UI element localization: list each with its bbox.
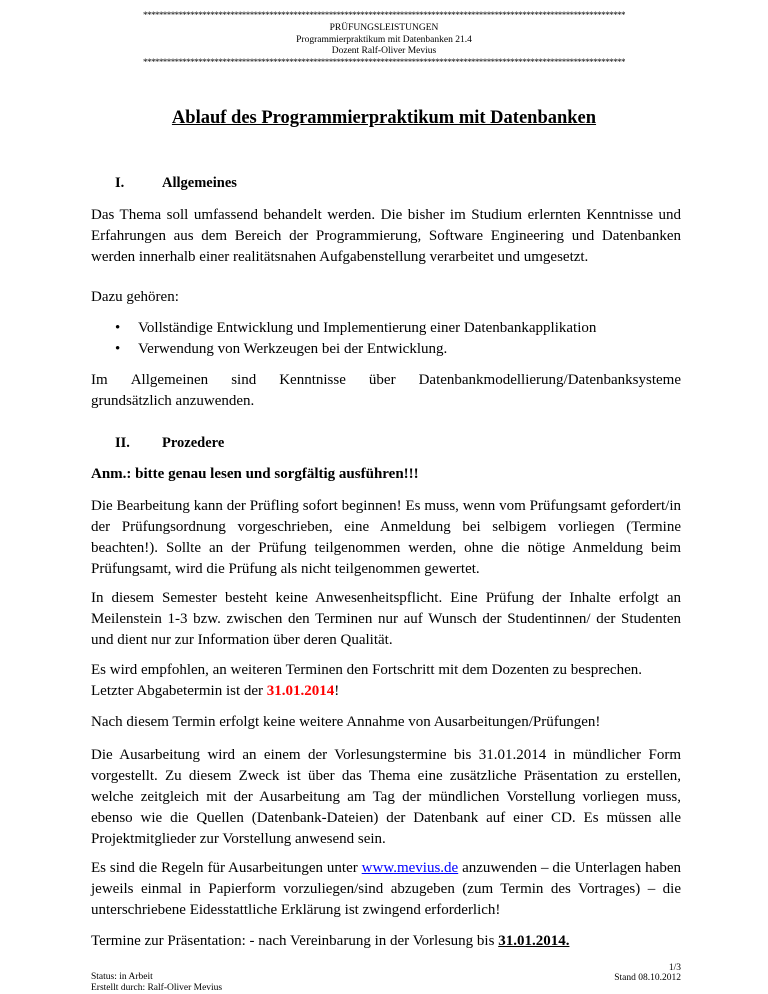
termine-paragraph bbox=[91, 931, 681, 952]
document-title: Ablauf des Programmierpraktikum mit Datenbanken bbox=[171, 108, 597, 128]
word: Allgemeinen bbox=[130, 372, 209, 388]
allgemeinen-line2: grundsätzlich anzuwenden. bbox=[91, 393, 255, 409]
mevius-link[interactable]: www.mevius.de bbox=[361, 860, 459, 876]
bearbeitung-paragraph: Die Bearbeitung kann der Prüfling sofort beginnen! Es muss, wenn vom Prüfungsamt gefordert/in der Prüfungsordnung vorgeschrieben, eine Anmeldung bei selbigem vorliegen (Termine beachten!). Sollte an der Prüfung teilgenommen werden, ohne die nötige Anmeldung beim Prüfungsamt, wird die Prüfung als nicht teilgenommen gewertet. bbox=[91, 498, 681, 577]
semester-paragraph: In diesem Semester besteht keine Anwesenheitspflicht. Eine Prüfung der Inhalte erfolgt an Meilenstein 1-3 bzw. zwischen den Terminen nur auf Wunsch der Studentinnen/ der Studenten und dient nur zur Information über deren Qualität. bbox=[91, 590, 681, 648]
footer-stand: Stand 08.10.2012 bbox=[614, 973, 681, 983]
regeln-paragraph bbox=[91, 858, 681, 921]
exclamation: ! bbox=[334, 683, 340, 699]
word: Im bbox=[91, 372, 108, 388]
empfohlen-paragraph bbox=[91, 660, 681, 702]
header-lecturer: Dozent Ralf-Oliver Mevius bbox=[331, 46, 437, 56]
empfohlen-line1: Es wird empfohlen, an weiteren Terminen den Fortschritt mit dem Dozenten zu besprechen. bbox=[91, 662, 643, 678]
header-stars-bottom: ************************************************************************************************************************** bbox=[143, 58, 625, 67]
ausarbeitung-paragraph: Die Ausarbeitung wird an einem der Vorlesungstermine bis 31.01.2014 in mündlicher Form vorgestellt. Zu diesem Zweck ist über das Thema eine zusätzliche Präsentation zu erstellen, welche zeitgleich mit der Ausarbeitung am Tag der mündlichen Vorstellung vorliegen muss, ebenso wie die Quellen (Datenbank-Dateien) der Datenbank auf einer CD. Es müssen alle Projektmitglieder zur Vorstellung anwesend sein. bbox=[91, 747, 681, 847]
intro-paragraph: Das Thema soll umfassend behandelt werden. Die bisher im Studium erlernten Kenntnisse und Erfahrungen aus dem Bereich der Programmierung, Software Engineering und Datenbanken werden innerhalb einer realitätsnahen Aufgabenstellung verarbeitet und umgesetzt. bbox=[91, 207, 681, 265]
regeln-text: Es sind die Regeln für Ausarbeitungen unter bbox=[91, 860, 362, 876]
header-stars-top: ************************************************************************************************************************** bbox=[143, 11, 625, 20]
section-heading: Allgemeines bbox=[162, 175, 237, 191]
note-bold: Anm.: bitte genau lesen und sorgfältig ausführen!!! bbox=[91, 466, 419, 482]
bullet-icon: • bbox=[115, 341, 121, 357]
deadline-date: 31.01.2014 bbox=[266, 683, 335, 699]
word: sind bbox=[231, 372, 257, 388]
bullet-item: Verwendung von Werkzeugen bei der Entwicklung. bbox=[138, 341, 448, 357]
header-course: Programmierpraktikum mit Datenbanken 21.4 bbox=[296, 35, 472, 45]
bullet-icon: • bbox=[115, 320, 121, 336]
section-number: II. bbox=[115, 435, 130, 451]
termine-text: Termine zur Präsentation: - nach Vereinbarung in der Vorlesung bis bbox=[91, 933, 499, 949]
allgemeinen-line1 bbox=[91, 370, 681, 391]
word: Datenbankmodellierung/Datenbanksysteme bbox=[418, 372, 681, 388]
nach-paragraph: Nach diesem Termin erfolgt keine weitere Annahme von Ausarbeitungen/Prüfungen! bbox=[91, 714, 601, 730]
section-number: I. bbox=[115, 175, 125, 191]
regeln-text: anzuwenden – die Unterlagen haben jeweils einmal in Papierform vorzuliegen/sind abzugeben (zum Termin des Vortrages) – die unterschriebene Eidesstattliche Erklärung ist zwingend erforderlich! bbox=[91, 860, 681, 918]
section-heading: Prozedere bbox=[162, 435, 225, 451]
word: über bbox=[368, 372, 396, 388]
footer-page: 1/3 bbox=[668, 963, 681, 973]
dazu-label: Dazu gehören: bbox=[91, 289, 179, 305]
header-title: PRÜFUNGSLEISTUNGEN bbox=[329, 23, 439, 33]
bullet-item: Vollständige Entwicklung und Implementierung einer Datenbankapplikation bbox=[138, 320, 597, 336]
empfohlen-line2: Letzter Abgabetermin ist der bbox=[91, 683, 267, 699]
termine-date: 31.01.2014. bbox=[498, 933, 570, 949]
footer-author: Erstellt durch: Ralf-Oliver Mevius bbox=[91, 983, 223, 993]
footer-status: Status: in Arbeit bbox=[91, 972, 153, 982]
word: Kenntnisse bbox=[279, 372, 346, 388]
